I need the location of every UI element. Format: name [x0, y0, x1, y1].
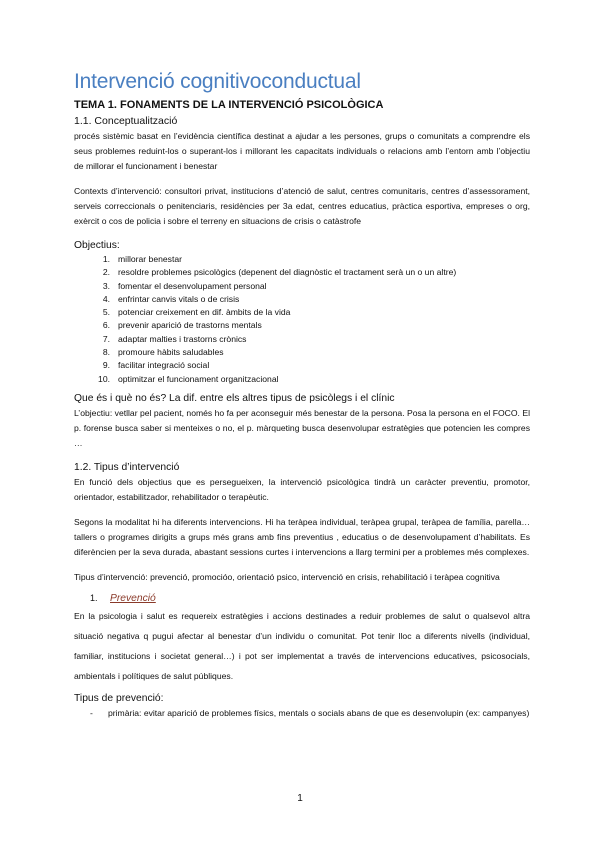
- prevention-types-heading: Tipus de prevenció:: [74, 692, 164, 704]
- section-heading-1-1: 1.1. Conceptualització: [74, 115, 178, 127]
- objective-number: 10.: [98, 373, 110, 384]
- objectives-heading: Objectius:: [74, 240, 120, 251]
- objective-item: [92, 346, 530, 359]
- modality-text: Segons la modalitat hi ha diferents intervencions. Hi ha teràpea individual, teràpea grupal, teràpea de família, parella… tallers o programes dirigits a grups més grans amb fins preventius , educatius o de desenvolupament d’habilitats. Es diferèncien per la seva durada, abastant sessions curtes i intervencions a llarg termini per a problemes més complexes.: [74, 516, 530, 557]
- objective-item: [92, 333, 530, 346]
- objective-text: adaptar malties i trastorns crònics: [118, 333, 247, 344]
- document-title: Intervenció cognitivoconductual: [74, 70, 361, 93]
- objective-text: millorar benestar: [118, 254, 182, 264]
- objective-text: enfrintar canvis vitals o de crisis: [118, 293, 240, 304]
- prevention-heading: [74, 591, 530, 606]
- objective-number: 2.: [102, 267, 110, 278]
- prevention-number: 1.: [90, 592, 98, 603]
- prevention-type-item: [90, 706, 530, 720]
- objective-number: 7.: [102, 333, 110, 344]
- objective-text: optimitzar el funcionament organitzacional: [118, 373, 279, 384]
- objective-number: 8.: [102, 347, 110, 358]
- question-text: L’objectiu: vetllar pel pacient, només ho fa per aconseguir més benestar de la persona. Posa la persona en el FOCO. El p. forense busca saber si menteixes o no, el p. màrqueting busca desenvolupar estratègies que potencien les compres …: [74, 407, 530, 448]
- objective-number: 6.: [102, 320, 110, 331]
- section-heading-1-2: 1.2. Tipus d’intervenció: [74, 461, 180, 473]
- objective-number: 3.: [102, 280, 110, 291]
- prevention-text: En la psicologia i salut es requereix estratègies i accions destinades a reduir problemes de salut o qualsevol altra situació negativa q pugui afectar al benestar d’un individu o comunitat. Pot tenir lloc a diferents nivells (individual, familiar, institucions i societat general…) i pot ser implementat a través de intervencions educatives, psicosocials, ambientals i polítiques de salut públiques.: [74, 610, 530, 681]
- objective-number: 1.: [102, 254, 110, 264]
- types-text: Tipus d’intervenció: prevenció, promocióo, orientació psico, intervenció en crisis, rehabilitació i teràpea cognitiva: [74, 571, 500, 582]
- contexts-text: Contexts d’intervenció: consultori privat, institucions d’atenció de salut, centres comunitaris, centres d’assessorament, serveis correccionals o penitenciaris, residències per 3a edat, centres educatius, pràctica esportiva, empreses o org, exèrcit o cos de policia i sobre el terreny en situacions de crisis o catàstrofe: [74, 186, 530, 226]
- objective-text: facilitar integració social: [118, 360, 210, 371]
- objective-text: promoure hàbits saludables: [118, 347, 224, 358]
- prevention-types-list: [74, 706, 530, 720]
- objective-text: prevenir aparició de trastorns mentals: [118, 320, 262, 331]
- conceptualization-text: procés sistèmic basat en l’evidència científica destinat a ajudar a les persones, grups o comunitats a comprendre els seus problemes reduint-los o superant-los i millorant les capacitats individuals o relacions amb l’entorn amb l’objectiu de millorar el funcionament i benestar: [74, 131, 530, 171]
- objective-item: [92, 293, 530, 306]
- objective-text: fomentar el desenvolupament personal: [118, 280, 267, 291]
- bullet-dash: -: [90, 707, 93, 718]
- objective-number: 5.: [102, 307, 110, 318]
- theme-heading: TEMA 1. FONAMENTS DE LA INTERVENCIÓ PSICOLÒGICA: [74, 99, 384, 111]
- prevention-type-text: primària: evitar aparició de problemes físics, mentals o socials abans de que es desenvolupin (ex: campanyes): [108, 707, 530, 718]
- objectives-list: [74, 253, 530, 386]
- objective-text: potenciar creixement en dif. àmbits de la vida: [118, 307, 291, 318]
- objective-text: resoldre problemes psicològics (depenent del diagnòstic el tractament serà un o un altre): [118, 267, 457, 278]
- objective-item: [92, 373, 530, 386]
- intervention-types-text: En funció dels objectius que es persegueixen, la intervenció psicològica tindrà un caràcter preventiu, promotor, orientador, estabilitzador, rehabilitador o terapèutic.: [74, 476, 530, 502]
- objective-number: 4.: [102, 293, 110, 304]
- objective-item: [92, 253, 530, 266]
- objective-item: [92, 359, 530, 372]
- objective-item: [92, 319, 530, 332]
- page-number: 1: [297, 793, 303, 804]
- prevention-title: Prevenció: [110, 592, 156, 604]
- objective-item: [92, 266, 530, 279]
- document-page: [74, 70, 530, 720]
- objective-item: [92, 306, 530, 319]
- objective-number: 9.: [102, 360, 110, 371]
- question-heading: Que és i què no és? La dif. entre els altres tipus de psicòlegs i el clínic: [74, 392, 395, 404]
- objective-item: [92, 280, 530, 293]
